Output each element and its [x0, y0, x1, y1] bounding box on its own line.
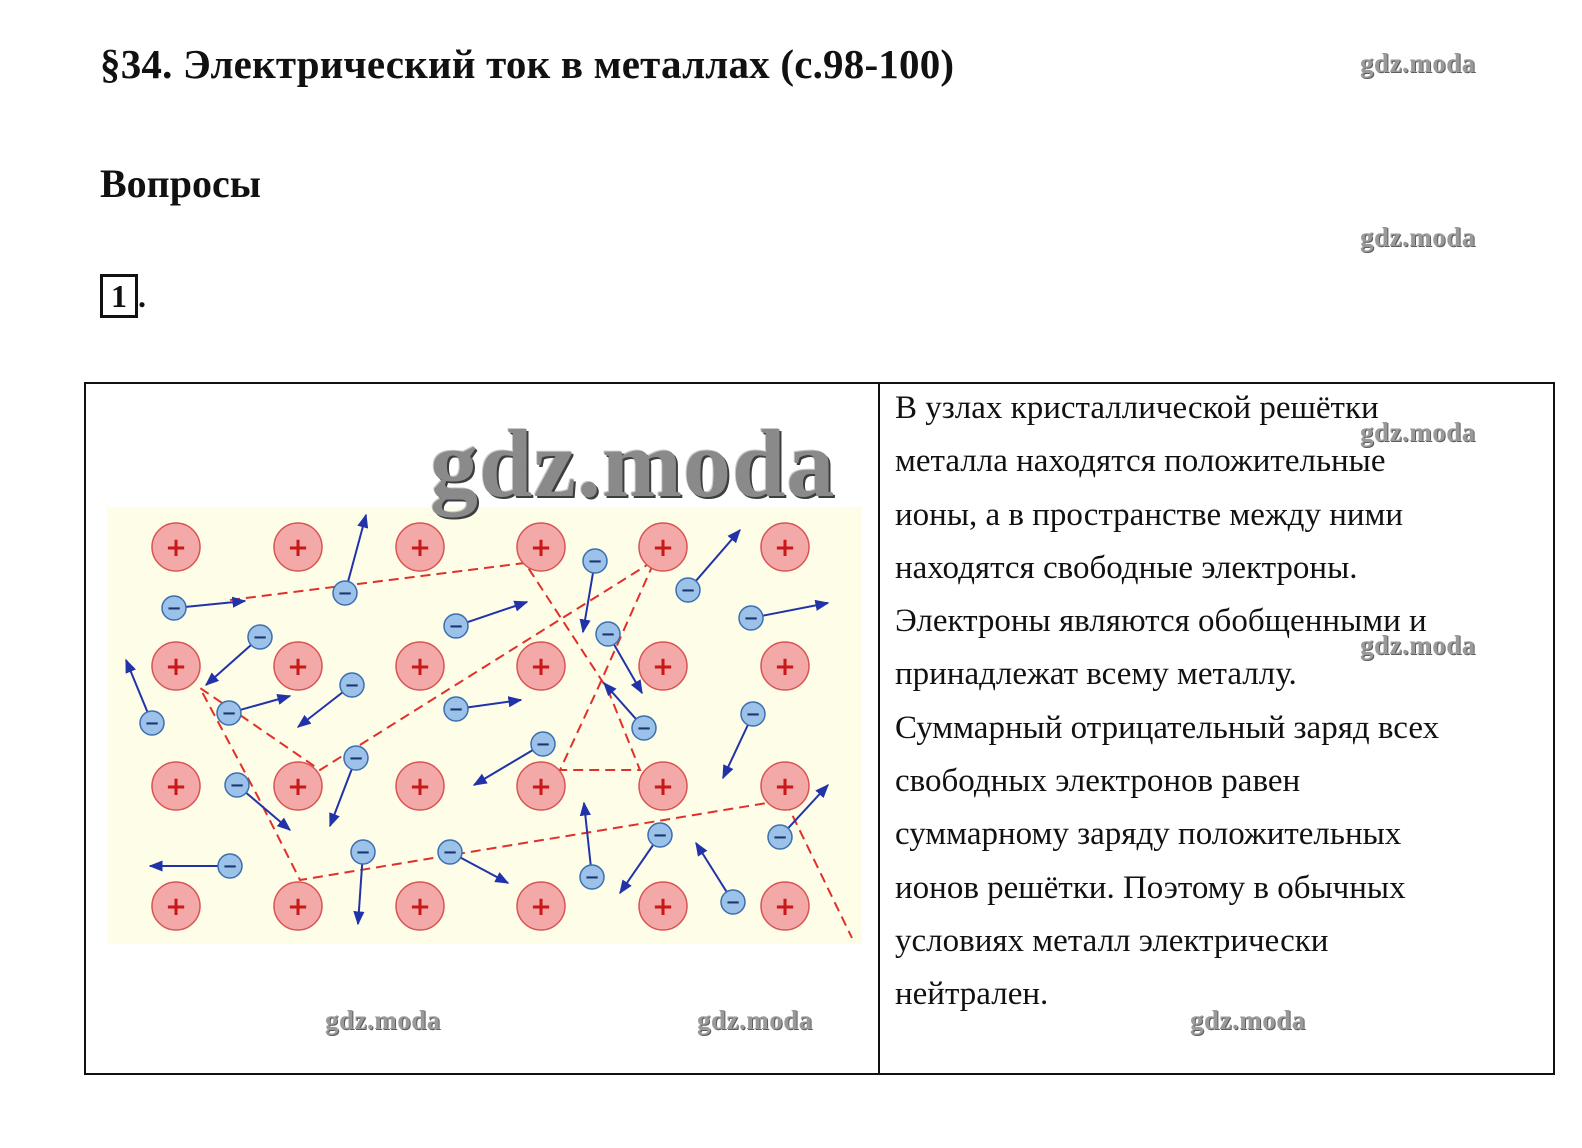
- answer-line: Электроны являются обобщенными и: [895, 603, 1427, 640]
- electron: [438, 840, 462, 864]
- ion-sign: +: [774, 652, 796, 682]
- ion: [396, 882, 444, 930]
- electron: [768, 825, 792, 849]
- watermark: gdz.moda: [1360, 630, 1476, 660]
- electron-sign: −: [636, 718, 652, 739]
- electron: [344, 746, 368, 770]
- question-number-box: 1: [100, 274, 138, 318]
- ion: [639, 523, 687, 571]
- answer-line: ионы, а в пространстве между ними: [895, 496, 1404, 533]
- answer-line: суммарному заряду положительных: [895, 816, 1402, 853]
- electron-sign: −: [680, 580, 696, 601]
- ion: [639, 762, 687, 810]
- answer-line: металла находятся положительные: [895, 443, 1386, 480]
- electron-sign: −: [587, 551, 603, 572]
- metal-lattice-figure: [107, 507, 862, 944]
- ion: [517, 762, 565, 810]
- ion-sign: +: [409, 772, 431, 802]
- ion: [152, 523, 200, 571]
- ion-sign: +: [530, 772, 552, 802]
- electron-sign: −: [229, 775, 245, 796]
- electron: [444, 614, 468, 638]
- answer-line: Суммарный отрицательный заряд всех: [895, 709, 1440, 746]
- ion: [517, 642, 565, 690]
- answer-line: ионов решётки. Поэтому в обычных: [895, 869, 1406, 906]
- electron: [333, 581, 357, 605]
- ion: [639, 882, 687, 930]
- ion-sign: +: [774, 772, 796, 802]
- ion-sign: +: [409, 533, 431, 563]
- electron: [580, 865, 604, 889]
- electron: [741, 702, 765, 726]
- ion: [761, 523, 809, 571]
- answer-line: условиях металл электрически: [895, 922, 1329, 959]
- watermark: gdz.moda: [1360, 48, 1476, 78]
- electron-sign: −: [337, 583, 353, 604]
- watermark: gdz.moda: [325, 1005, 441, 1035]
- ion: [152, 882, 200, 930]
- electron-sign: −: [348, 748, 364, 769]
- ion: [396, 523, 444, 571]
- ion-sign: +: [287, 772, 309, 802]
- question-number: [100, 274, 146, 318]
- electron: [596, 622, 620, 646]
- electron-sign: −: [252, 627, 268, 648]
- answer-line: принадлежат всему металлу.: [895, 656, 1297, 693]
- electron-sign: −: [144, 713, 160, 734]
- electron: [721, 890, 745, 914]
- electron: [676, 578, 700, 602]
- answer-line: В узлах кристаллической решётки: [895, 390, 1379, 426]
- electron-sign: −: [442, 842, 458, 863]
- ion-sign: +: [652, 533, 674, 563]
- ion-sign: +: [530, 892, 552, 922]
- electron-sign: −: [448, 616, 464, 637]
- electron-sign: −: [725, 892, 741, 913]
- watermark-large: gdz.moda: [430, 410, 836, 517]
- ion-sign: +: [409, 892, 431, 922]
- ion-sign: +: [287, 652, 309, 682]
- ion: [761, 642, 809, 690]
- ion: [152, 762, 200, 810]
- ion: [274, 523, 322, 571]
- table-divider: [878, 382, 880, 1075]
- electron: [140, 711, 164, 735]
- question-number-suffix: .: [138, 278, 146, 314]
- watermark: gdz.moda: [1360, 417, 1476, 447]
- ion: [517, 882, 565, 930]
- ion-sign: +: [165, 772, 187, 802]
- electron-sign: −: [355, 842, 371, 863]
- electron: [217, 701, 241, 725]
- ion-sign: +: [165, 892, 187, 922]
- electron: [632, 716, 656, 740]
- ion: [761, 762, 809, 810]
- ion-sign: +: [652, 772, 674, 802]
- electron: [583, 549, 607, 573]
- ion-sign: +: [530, 652, 552, 682]
- answer-line: нейтрален.: [895, 976, 1049, 1013]
- page-title: §34. Электрический ток в металлах (с.98-100): [100, 41, 955, 87]
- ion: [274, 762, 322, 810]
- ion-sign: +: [774, 533, 796, 563]
- electron-sign: −: [222, 856, 238, 877]
- electron: [444, 697, 468, 721]
- electron-sign: −: [772, 827, 788, 848]
- ion: [274, 882, 322, 930]
- electron: [340, 673, 364, 697]
- section-heading: Вопросы: [100, 161, 261, 206]
- ion: [517, 523, 565, 571]
- watermark: gdz.moda: [1360, 222, 1476, 252]
- electron-sign: −: [652, 825, 668, 846]
- watermark: gdz.moda: [697, 1005, 813, 1035]
- ion: [396, 642, 444, 690]
- ion-sign: +: [652, 892, 674, 922]
- ion: [761, 882, 809, 930]
- electron-sign: −: [584, 867, 600, 888]
- electron: [351, 840, 375, 864]
- electron-sign: −: [600, 624, 616, 645]
- ion-sign: +: [165, 533, 187, 563]
- ion-sign: +: [530, 533, 552, 563]
- ion: [152, 642, 200, 690]
- electron: [531, 732, 555, 756]
- electron-sign: −: [745, 704, 761, 725]
- ion-sign: +: [287, 892, 309, 922]
- electron-sign: −: [166, 598, 182, 619]
- electron-sign: −: [221, 703, 237, 724]
- ion: [639, 642, 687, 690]
- watermark: gdz.moda: [1190, 1005, 1306, 1035]
- electron: [648, 823, 672, 847]
- electron-sign: −: [535, 734, 551, 755]
- answer-line: свободных электронов равен: [895, 763, 1301, 800]
- ion: [274, 642, 322, 690]
- electron: [162, 596, 186, 620]
- electron: [739, 606, 763, 630]
- ion-sign: +: [652, 652, 674, 682]
- ion-sign: +: [287, 533, 309, 563]
- electron-sign: −: [448, 699, 464, 720]
- electron: [225, 773, 249, 797]
- answer-text: [895, 382, 1545, 1022]
- electron-sign: −: [743, 608, 759, 629]
- electron: [218, 854, 242, 878]
- electron-sign: −: [344, 675, 360, 696]
- ion-sign: +: [409, 652, 431, 682]
- electron: [248, 625, 272, 649]
- answer-line: находятся свободные электроны.: [895, 549, 1358, 586]
- ion: [396, 762, 444, 810]
- ion-sign: +: [165, 652, 187, 682]
- ion-sign: +: [774, 892, 796, 922]
